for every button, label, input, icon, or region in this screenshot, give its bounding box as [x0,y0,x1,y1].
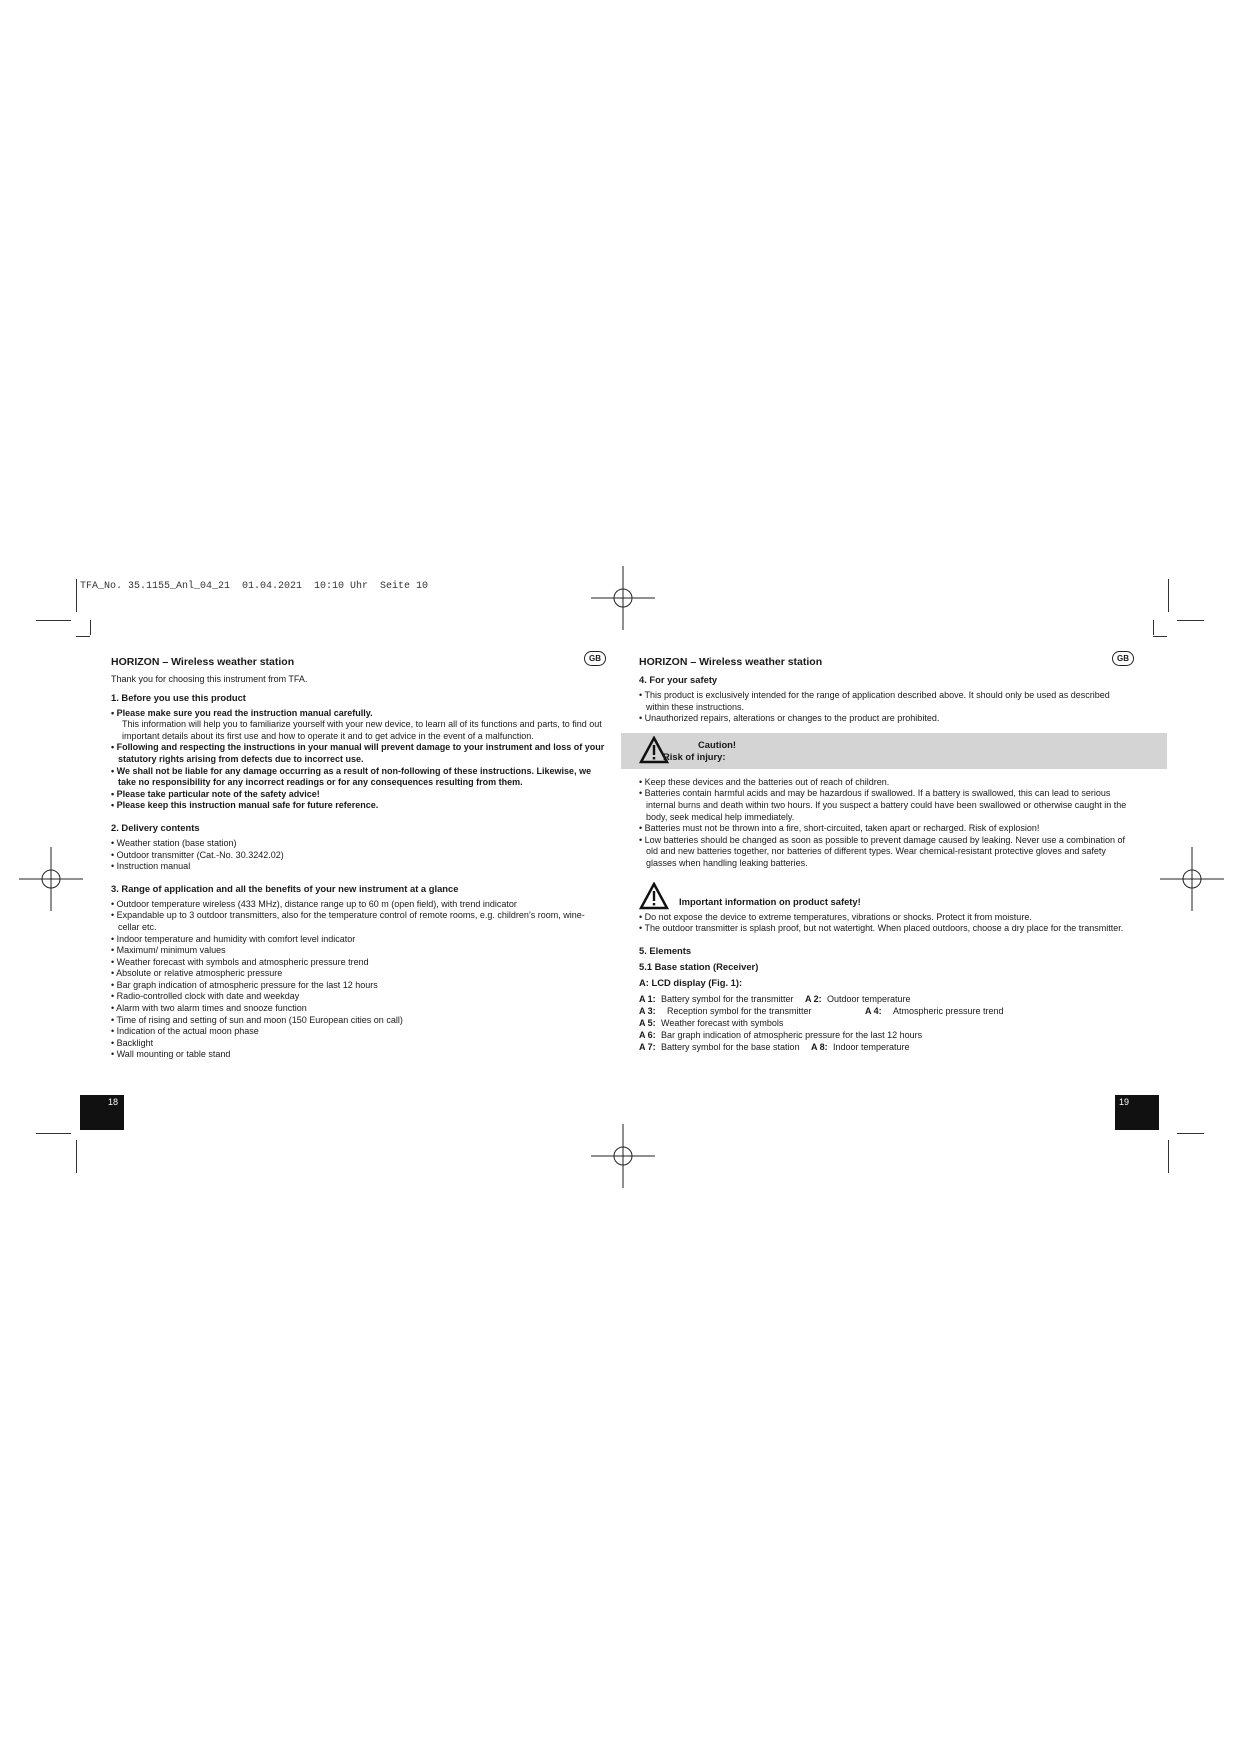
page-title: HORIZON – Wireless weather station [639,656,823,668]
page-header [111,652,606,670]
list-item: • Instruction manual [111,861,191,872]
list-item: • Radio-controlled clock with date and weekday [111,991,300,1002]
list-item-text: This information will help you to familiarize yourself with your new device, to learn all of its functions and parts, to find out important details about its first use and how to operate it and to get advice in the event of a malfunction. [122,719,602,741]
section-heading: 4. For your safety [639,674,718,685]
crop-mark [76,1140,77,1173]
lcd-row: A 1: Battery symbol for the transmitter A 2: Outdoor temperature [639,993,911,1004]
lcd-row: A 5: Weather forecast with symbols [639,1017,784,1028]
list-item: • Low batteries should be changed as soon as possible to prevent damage caused by leaking. Never use a combination of old and new batteries together, nor batteries of different types. Wear chemical-resistant protective gloves and safety glasses when handling leaking batteries. [639,834,1125,868]
left-page [111,652,606,1061]
subsection-heading: 5.1 Base station (Receiver) [639,960,759,972]
list-item: • Unauthorized repairs, alterations or changes to the product are prohibited. [639,713,940,724]
list-item: • Indication of the actual moon phase [111,1026,259,1037]
list-item: • Keep these devices and the batteries out of reach of children. [639,776,890,787]
list-item: • Weather forecast with symbols and atmospheric pressure trend [111,956,369,967]
list-item: • Maximum/ minimum values [111,945,226,956]
list-item: • Expandable up to 3 outdoor transmitters, also for the temperature control of remote rooms, e.g. children’s room, wine-cellar etc. [111,910,585,932]
warning-icon [639,882,669,910]
safety-heading: Important information on product safety! [679,895,861,907]
list-item: • Backlight [111,1037,154,1048]
language-badge: GB [584,651,606,666]
crop-mark [36,1133,71,1134]
list-item: • Wall mounting or table stand [111,1049,231,1060]
language-badge: GB [1112,651,1134,666]
crop-mark [36,620,71,621]
registration-mark-icon [1160,847,1224,911]
registration-mark-icon [19,847,83,911]
caution-subtitle: Risk of injury: [663,750,726,762]
list-item: • Absolute or relative atmospheric pressure [111,968,283,979]
list-item: • Following and respecting the instructions in your manual will prevent damage to your instrument and loss of your statutory rights arising from defects due to incorrect use. [111,742,605,764]
page-number-tab [1115,1095,1159,1130]
section-heading: 2. Delivery contents [111,821,200,833]
lcd-row: A 3: Reception symbol for the transmitter A 4: Atmospheric pressure trend [639,1005,1004,1016]
section-heading: 3. Range of application and all the benefits of your new instrument at a glance [111,882,459,894]
list-item: • Please keep this instruction manual safe for future reference. [111,800,379,811]
page-number: 18 [108,1097,119,1107]
page-header [639,652,1134,670]
list-item: • Outdoor temperature wireless (433 MHz), distance range up to 60 m (open field), with trend indicator [111,898,517,909]
list-item: • The outdoor transmitter is splash proof, but not watertight. When placed outdoors, choose a dry place for the transmitter. [639,923,1124,934]
list-item: • This product is exclusively intended for the range of application described above. It should only be used as described within these instructions. [639,690,1110,712]
caution-title: Caution! [698,738,737,750]
list-item: • Batteries contain harmful acids and may be hazardous if swallowed. If a battery is swallowed, this can lead to serious internal burns and death within two hours. If you suspect a battery could have been swallowed or otherwise caught in the body, seek medical help immediately. [639,788,1127,822]
safety-notice [639,880,1134,912]
list-item: • Indoor temperature and humidity with comfort level indicator [111,933,356,944]
section-heading: 5. Elements [639,944,692,956]
list-item: • Alarm with two alarm times and snooze function [111,1003,307,1014]
caution-box [621,733,1167,769]
page-number: 19 [1119,1097,1130,1107]
list-item: • Please make sure you read the instruction manual carefully. [111,707,373,718]
lcd-heading: A: LCD display (Fig. 1): [639,976,743,988]
list-item: • Batteries must not be thrown into a fire, short-circuited, taken apart or recharged. Risk of explosion! [639,823,1040,834]
crop-mark [1177,620,1204,621]
lcd-row: A 6: Bar graph indication of atmospheric pressure for the last 12 hours [639,1029,923,1040]
list-item: • Time of rising and setting of sun and moon (150 European cities on call) [111,1014,403,1025]
list-item: • We shall not be liable for any damage occurring as a result of non-following of these instructions. Likewise, we take no responsibility for any incorrect readings or for any consequences resulting from them. [111,765,592,788]
crop-mark [1168,1140,1169,1173]
section-heading: 1. Before you use this product [111,691,246,703]
list-item: • Bar graph indication of atmospheric pressure for the last 12 hours [111,979,378,990]
lcd-row: A 7: Battery symbol for the base station A 8: Indoor temperature [639,1041,910,1052]
page-number-tab [80,1095,124,1130]
list-item: • Outdoor transmitter (Cat.-No. 30.3242.02) [111,849,284,860]
crop-mark [76,579,77,612]
list-item: • Weather station (base station) [111,837,237,848]
registration-mark-icon [591,566,655,630]
crop-mark [1153,636,1167,637]
list-item: • Please take particular note of the safety advice! [111,788,320,799]
page-title: HORIZON – Wireless weather station [111,656,295,668]
crop-mark [90,620,91,635]
list-item: • Do not expose the device to extreme temperatures, vibrations or shocks. Protect it from moisture. [639,911,1032,922]
print-slug: TFA_No. 35.1155_Anl_04_21 01.04.2021 10:10 Uhr Seite 10 [80,581,429,592]
crop-mark [76,636,90,637]
right-page [639,652,1134,1053]
crop-mark [1153,620,1154,635]
intro-text: Thank you for choosing this instrument from TFA. [111,674,308,684]
crop-mark [1168,579,1169,612]
crop-mark [1177,1133,1204,1134]
registration-mark-icon [591,1124,655,1188]
